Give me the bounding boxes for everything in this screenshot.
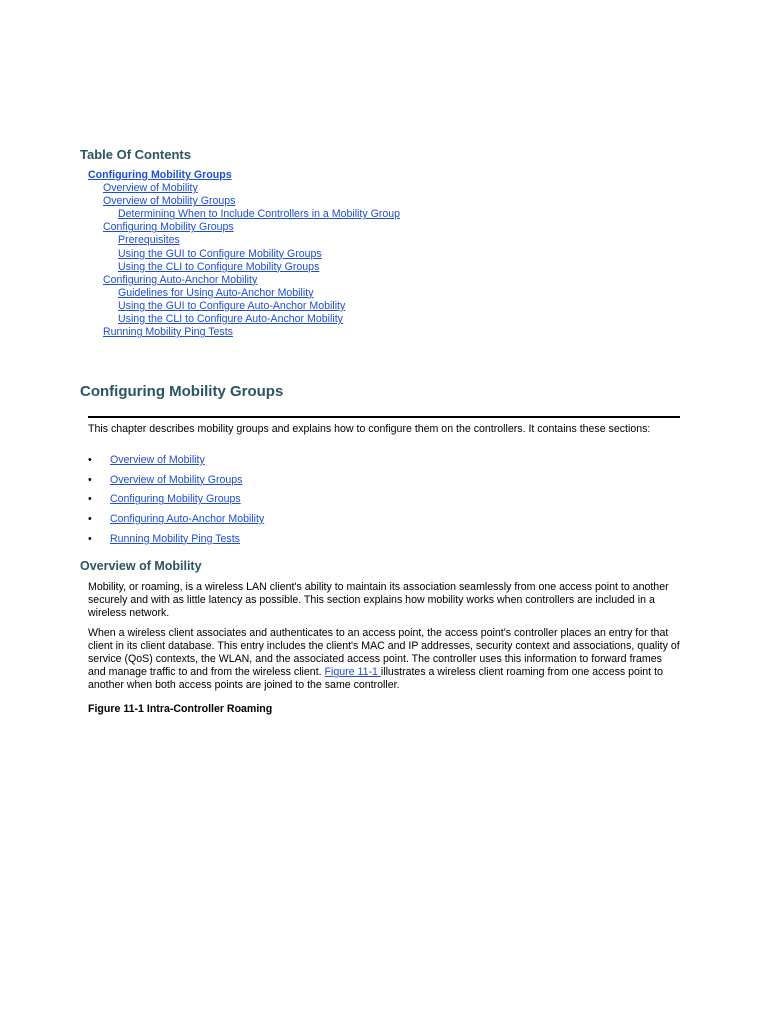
toc-item [88,182,400,195]
toc-item [88,195,400,208]
bullet-icon: • [88,532,92,545]
bullet-icon: • [88,513,92,526]
toc-item [88,326,400,339]
toc-item [88,261,400,274]
bullet-icon: • [88,454,92,466]
toc-item [88,274,400,287]
paragraph-text: illustrates a wireless client roaming from one access point to another when both access points are joined to the same controller. [88,666,663,692]
toc-link[interactable]: Overview of Mobility [103,182,198,195]
list-item [88,474,264,494]
toc-link[interactable]: Prerequisites [118,234,180,247]
toc-link[interactable]: Using the CLI to Configure Mobility Groups [118,260,320,273]
toc-link[interactable]: Configuring Mobility Groups [103,221,234,234]
list-item [88,513,264,533]
toc-item [88,313,400,326]
toc-title: Table Of Contents [80,147,191,162]
figure-caption: Figure 11-1 Intra-Controller Roaming [88,703,273,715]
section-link[interactable]: Configuring Mobility Groups [110,493,241,506]
section-title-overview-of-mobility: Overview of Mobility [80,559,202,573]
section-link[interactable]: Configuring Auto-Anchor Mobility [110,513,265,526]
section-link-list [88,454,264,552]
toc-link[interactable]: Using the GUI to Configure Auto-Anchor Mobility [118,299,346,312]
list-item [88,533,264,553]
chapter-title: Configuring Mobility Groups [80,383,284,400]
chapter-intro: This chapter describes mobility groups and explains how to configure them on the controllers. It contains these sections: [88,423,651,435]
toc-link[interactable]: Guidelines for Using Auto-Anchor Mobility [118,286,314,299]
list-item [88,493,264,513]
toc-link[interactable]: Overview of Mobility Groups [103,195,236,208]
toc-link[interactable]: Configuring Mobility Groups [88,169,232,181]
toc-item [88,300,400,313]
toc-item [88,221,400,234]
overview-paragraph-1: Mobility, or roaming, is a wireless LAN client's ability to maintain its association seamlessly from one access point to another securely and with as little latency as possible. This section explains how mobility works when controllers are included in a wireless network. [88,581,669,620]
toc-link[interactable]: Using the CLI to Configure Auto-Anchor Mobility [118,313,343,326]
bullet-icon: • [88,473,92,486]
toc-link[interactable]: Configuring Auto-Anchor Mobility [103,273,258,286]
section-link[interactable]: Overview of Mobility [110,454,205,466]
overview-paragraph-2 [88,627,680,692]
table-of-contents [88,169,400,339]
toc-item [88,169,400,182]
list-item [88,454,264,474]
paragraph-text: When a wireless client associates and authenticates to an access point, the access point's controller places an entry for that client in its client database. This entry includes the client's MAC and IP addresses, security context and associations, quality of service (QoS) contexts, the WLAN, and the associated access point. The controller uses this information to forward frames and manage traffic to and from the wireless client. [88,627,680,679]
toc-item [88,248,400,261]
bullet-icon: • [88,493,92,506]
toc-item [88,208,400,221]
section-link[interactable]: Running Mobility Ping Tests [110,532,240,545]
toc-item [88,234,400,247]
chapter-divider [88,416,680,418]
toc-item [88,287,400,300]
figure-11-1-link[interactable]: Figure 11-1 [324,666,381,679]
section-link[interactable]: Overview of Mobility Groups [110,473,243,486]
toc-link[interactable]: Using the GUI to Configure Mobility Groups [118,247,322,260]
toc-link[interactable]: Determining When to Include Controllers in a Mobility Group [118,208,401,221]
toc-link[interactable]: Running Mobility Ping Tests [103,326,233,339]
